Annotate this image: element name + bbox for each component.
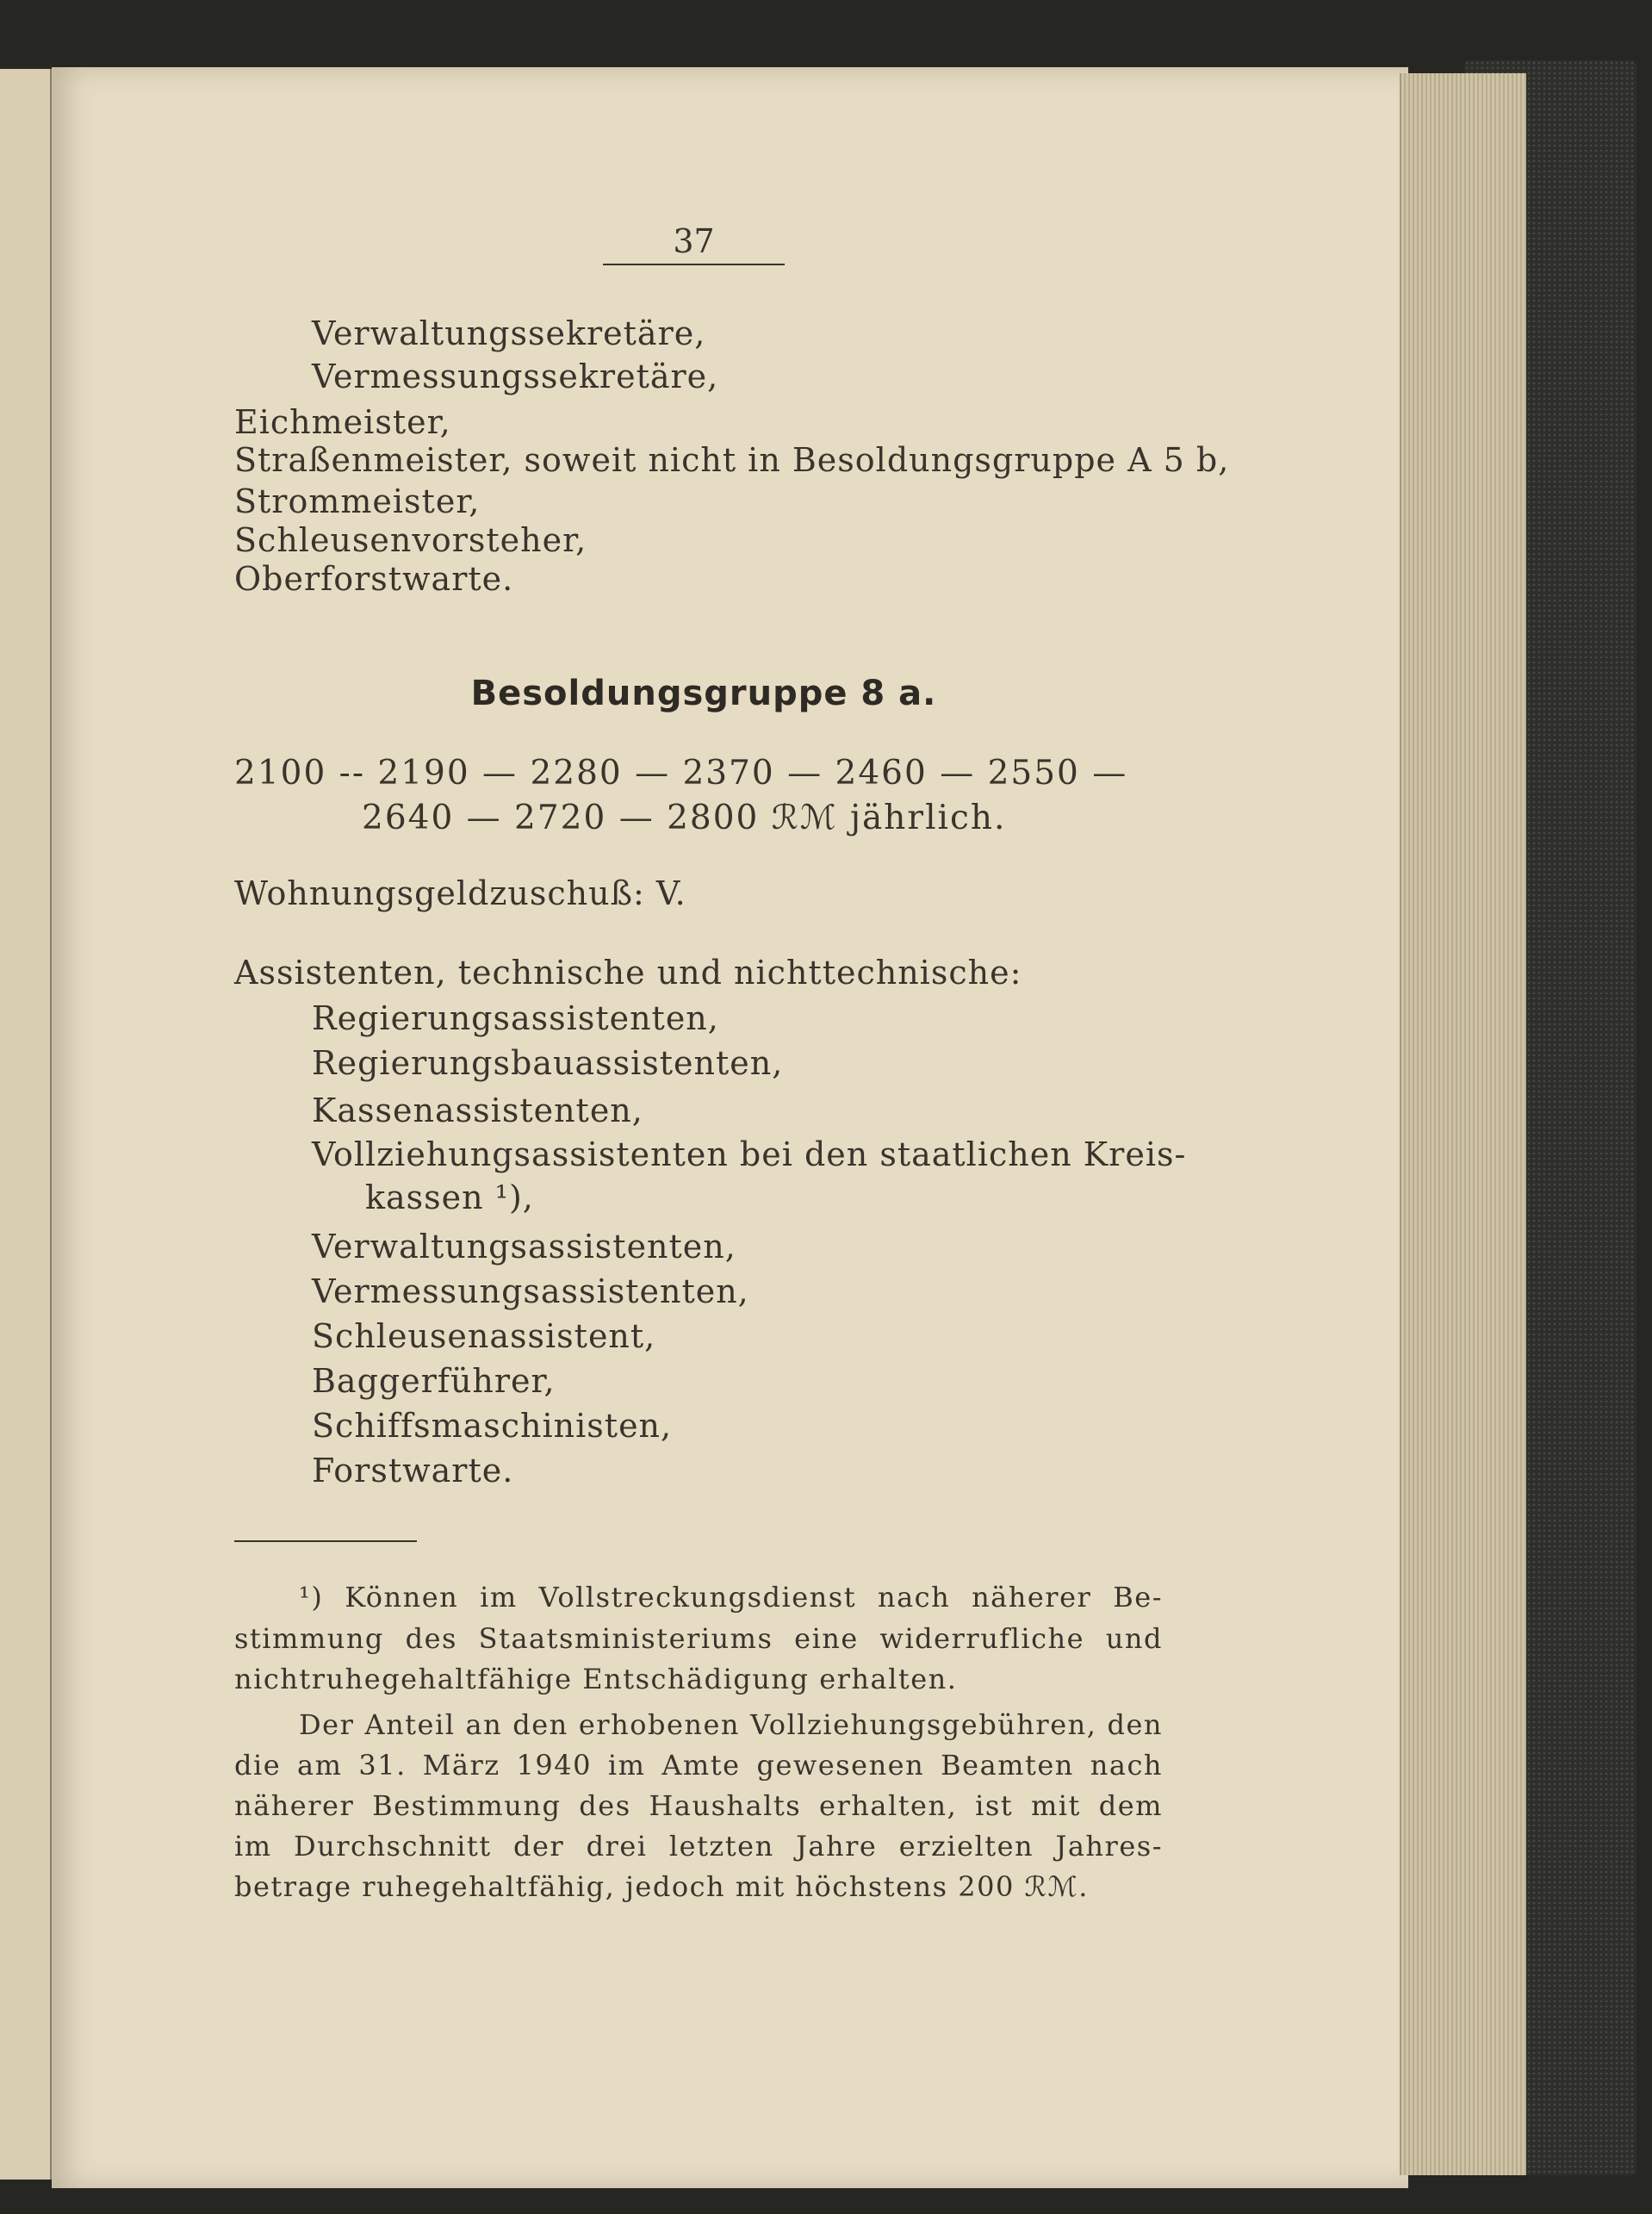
list-item: Verwaltungsassistenten, [312, 1228, 736, 1266]
footnote-line: ¹) Können im Vollstreckungsdienst nach näherer Be- [299, 1581, 1163, 1614]
footnote-line: im Durchschnitt der drei letzten Jahre erzielten Jahres- [234, 1830, 1163, 1863]
list-item: Vermessungsassistenten, [312, 1272, 749, 1310]
page-stack-edges [1400, 73, 1526, 2175]
list-item: Schleusenvorsteher, [234, 521, 587, 559]
footnote-line: Der Anteil an den erhobenen Vollziehungsgebühren, den [299, 1708, 1163, 1741]
footnote-rule [234, 1540, 417, 1542]
left-page-edge [0, 69, 53, 2180]
list-item: Straßenmeister, soweit nicht in Besoldungsgruppe A 5 b, [234, 441, 1230, 479]
category-intro: Assistenten, technische und nichttechnische: [234, 954, 1022, 992]
list-item: kassen ¹), [365, 1179, 534, 1216]
footnote-line: nichtruhegehaltfähige Entschädigung erhalten. [234, 1663, 958, 1695]
list-item: Eichmeister, [234, 403, 451, 441]
list-item: Vollziehungsassistenten bei den staatlichen Kreis- [312, 1135, 1187, 1173]
page-number: 37 [603, 222, 785, 265]
list-item: Baggerführer, [312, 1362, 556, 1400]
housing-allowance: Wohnungsgeldzuschuß: V. [234, 874, 686, 912]
list-item: Vermessungssekretäre, [312, 358, 719, 395]
footnote-line: näherer Bestimmung des Haushalts erhalten, ist mit dem [234, 1789, 1163, 1822]
salary-scale-line-2: 2640 — 2720 — 2800 ℛℳ jährlich. [362, 799, 1007, 837]
list-item: Regierungsbauassistenten, [312, 1044, 784, 1082]
list-item: Regierungsassistenten, [312, 999, 719, 1037]
list-item: Oberforstwarte. [234, 560, 514, 598]
list-item: Forstwarte. [312, 1452, 514, 1489]
list-item: Kassenassistenten, [312, 1091, 643, 1129]
footnote-line: betrage ruhegehaltfähig, jedoch mit höchstens 200 ℛℳ. [234, 1870, 1089, 1903]
salary-scale-line-1: 2100 -- 2190 — 2280 — 2370 — 2460 — 2550 — [234, 754, 1128, 793]
list-item: Strommeister, [234, 482, 481, 520]
list-item: Schiffsmaschinisten, [312, 1407, 673, 1445]
footnote-line: die am 31. März 1940 im Amte gewesenen Beamten nach [234, 1749, 1163, 1782]
list-item: Schleusenassistent, [312, 1317, 656, 1355]
footnote-line: stimmung des Staatsministeriums eine widerrufliche und [234, 1622, 1163, 1655]
list-item: Verwaltungssekretäre, [312, 314, 706, 352]
section-heading: Besoldungsgruppe 8 a. [470, 674, 937, 713]
